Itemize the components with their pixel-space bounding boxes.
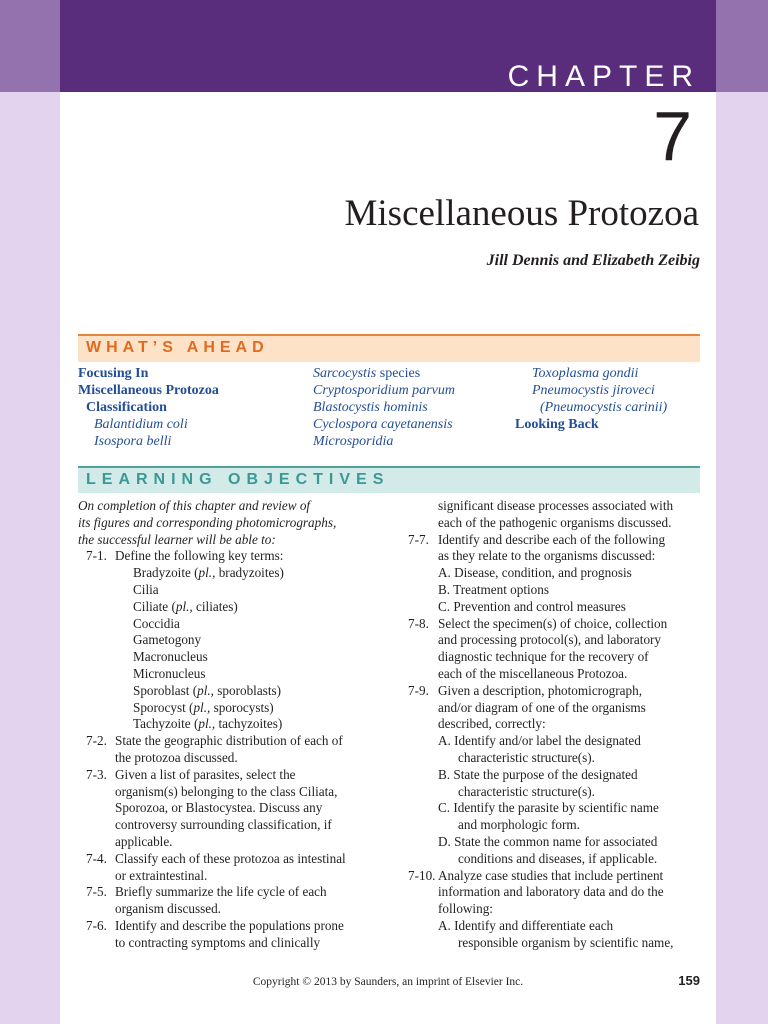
plural-abbrev: pl., bbox=[198, 565, 216, 581]
objectives-left-column bbox=[78, 498, 378, 952]
objective-text: C. Identify the parasite by scientific name bbox=[438, 800, 659, 816]
toc-item[interactable]: Classification bbox=[86, 400, 167, 415]
chapter-title: Miscellaneous Protozoa bbox=[344, 193, 699, 234]
objective-number: 7-10. bbox=[408, 867, 436, 883]
key-term: Coccidia bbox=[133, 615, 180, 631]
objective-number: 7-6. bbox=[86, 917, 107, 933]
objective-text: as they relate to the organisms discussed: bbox=[438, 548, 656, 564]
objective-text: each of the pathogenic organisms discussed. bbox=[438, 514, 672, 530]
objective-text: the protozoa discussed. bbox=[115, 749, 238, 765]
chapter-number: 7 bbox=[653, 97, 692, 175]
objective-text: Classify each of these protozoa as intestinal bbox=[115, 850, 346, 866]
objective-text: each of the miscellaneous Protozoa. bbox=[438, 665, 628, 681]
objective-line bbox=[78, 784, 378, 801]
objectives-intro-line: the successful learner will be able to: bbox=[78, 531, 276, 547]
toc-item[interactable]: (Pneumocystis carinii) bbox=[540, 400, 668, 415]
objective-line bbox=[390, 784, 710, 801]
whats-ahead-col-1 bbox=[78, 365, 219, 450]
objective-line bbox=[78, 582, 378, 599]
objective-text: conditions and diseases, if applicable. bbox=[458, 850, 658, 866]
objective-text: Sporozoa, or Blastocystea. Discuss any bbox=[115, 800, 323, 816]
key-term: Sporocyst ( bbox=[133, 699, 194, 715]
objective-line bbox=[390, 800, 710, 817]
objective-text: and morphologic form. bbox=[458, 817, 580, 833]
left-margin-tab bbox=[0, 0, 60, 92]
toc-item[interactable]: Blastocystis hominis bbox=[313, 400, 428, 415]
objective-text: Select the specimen(s) of choice, collection bbox=[438, 615, 668, 631]
objective-line bbox=[390, 649, 710, 666]
objective-text: and processing protocol(s), and laboratory bbox=[438, 632, 662, 648]
objective-number: 7-2. bbox=[86, 733, 107, 749]
toc-item[interactable]: Focusing In bbox=[78, 366, 149, 381]
objective-line bbox=[390, 582, 710, 599]
objective-text: A. Identify and differentiate each bbox=[438, 917, 614, 933]
objective-text: described, correctly: bbox=[438, 716, 546, 732]
learning-objectives-heading: LEARNING OBJECTIVES bbox=[86, 471, 390, 488]
toc-item[interactable]: Looking Back bbox=[515, 417, 599, 432]
objective-text: Identify and describe each of the following bbox=[438, 531, 666, 547]
objective-line bbox=[390, 817, 710, 834]
key-term: Gametogony bbox=[133, 632, 202, 648]
objective-line bbox=[390, 767, 710, 784]
learning-objectives-bar bbox=[78, 468, 700, 493]
objective-text: C. Prevention and control measures bbox=[438, 598, 626, 614]
objective-number: 7-9. bbox=[408, 682, 429, 698]
objective-line bbox=[390, 548, 710, 565]
objective-line bbox=[390, 935, 710, 952]
key-term: Macronucleus bbox=[133, 649, 208, 665]
objective-line bbox=[390, 918, 710, 935]
objective-line bbox=[78, 935, 378, 952]
copyright-notice: Copyright © 2013 by Saunders, an imprint of Elsevier Inc. bbox=[252, 976, 524, 988]
objective-line bbox=[390, 750, 710, 767]
chapter-authors: Jill Dennis and Elizabeth Zeibig bbox=[486, 252, 700, 269]
objective-line bbox=[78, 683, 378, 700]
objective-line bbox=[78, 901, 378, 918]
objective-line bbox=[78, 548, 378, 565]
whats-ahead-heading: WHAT’S AHEAD bbox=[86, 339, 269, 356]
key-term: Ciliate ( bbox=[133, 598, 176, 614]
plural-form: sporoblasts) bbox=[213, 682, 282, 698]
chapter-label: CHAPTER bbox=[507, 60, 700, 93]
objective-line bbox=[390, 565, 710, 582]
plural-form: ciliates) bbox=[192, 598, 238, 614]
toc-item[interactable]: Sarcocystis species bbox=[313, 366, 421, 381]
objective-text: Define the following key terms: bbox=[115, 548, 284, 564]
objective-line bbox=[390, 666, 710, 683]
objectives-intro-line: its figures and corresponding photomicrographs, bbox=[78, 514, 337, 530]
objective-line bbox=[390, 733, 710, 750]
key-term: Micronucleus bbox=[133, 665, 206, 681]
objective-number: 7-7. bbox=[408, 531, 429, 547]
objective-text: information and laboratory data and do the bbox=[438, 884, 664, 900]
objective-line bbox=[390, 884, 710, 901]
objective-line bbox=[78, 666, 378, 683]
objective-text: characteristic structure(s). bbox=[458, 783, 595, 799]
objective-number: 7-8. bbox=[408, 615, 429, 631]
objective-text: organism discussed. bbox=[115, 901, 221, 917]
right-margin-tab bbox=[716, 0, 768, 92]
objective-line bbox=[78, 599, 378, 616]
objective-text: significant disease processes associated with bbox=[438, 498, 674, 513]
plural-abbrev: pl., bbox=[197, 682, 214, 698]
plural-form: bradyzoites) bbox=[215, 565, 284, 581]
objective-line bbox=[78, 750, 378, 767]
objective-text: B. Treatment options bbox=[438, 581, 550, 597]
toc-item[interactable]: Miscellaneous Protozoa bbox=[78, 383, 219, 398]
objective-text: controversy surrounding classification, if bbox=[115, 817, 332, 833]
objective-line bbox=[78, 918, 378, 935]
objective-text: or extraintestinal. bbox=[115, 867, 208, 883]
toc-item[interactable]: Cryptosporidium parvum bbox=[313, 383, 455, 398]
objectives-intro-line: On completion of this chapter and review of bbox=[78, 498, 311, 513]
key-term: Sporoblast ( bbox=[133, 682, 198, 698]
plural-abbrev: pl., bbox=[198, 716, 216, 732]
objective-line bbox=[390, 515, 710, 532]
objective-text: D. State the common name for associated bbox=[438, 833, 658, 849]
objective-line bbox=[390, 683, 710, 700]
objective-line bbox=[390, 616, 710, 633]
objective-line bbox=[390, 632, 710, 649]
objective-line bbox=[78, 868, 378, 885]
plural-abbrev: pl., bbox=[175, 598, 193, 614]
plural-abbrev: pl., bbox=[193, 699, 211, 715]
objective-number: 7-3. bbox=[86, 766, 107, 782]
key-term: Cilia bbox=[133, 581, 159, 597]
objective-text: and/or diagram of one of the organisms bbox=[438, 699, 646, 715]
objective-line bbox=[78, 800, 378, 817]
objective-text: Given a list of parasites, select the bbox=[115, 766, 296, 782]
plural-form: tachyzoites) bbox=[215, 716, 283, 732]
toc-item[interactable]: Cyclospora cayetanensis bbox=[313, 417, 453, 432]
objective-text: B. State the purpose of the designated bbox=[438, 766, 638, 782]
objective-text: A. Identify and/or label the designated bbox=[438, 733, 641, 749]
objective-text: diagnostic technique for the recovery of bbox=[438, 649, 649, 665]
objective-text: State the geographic distribution of each of bbox=[115, 733, 343, 749]
toc-item[interactable]: Pneumocystis jiroveci bbox=[532, 383, 655, 398]
objective-number: 7-4. bbox=[86, 850, 107, 866]
toc-item[interactable]: Isospora belli bbox=[94, 434, 172, 449]
toc-item[interactable]: Microsporidia bbox=[313, 434, 394, 449]
book-page bbox=[60, 0, 716, 1024]
objective-line bbox=[390, 868, 710, 885]
plural-form: sporocysts) bbox=[210, 699, 274, 715]
key-term: Tachyzoite ( bbox=[133, 716, 199, 732]
objective-text: following: bbox=[438, 901, 493, 917]
objective-text: to contracting symptoms and clinically bbox=[115, 934, 321, 950]
objective-text: applicable. bbox=[115, 833, 173, 849]
objective-line bbox=[78, 851, 378, 868]
objective-line bbox=[78, 649, 378, 666]
toc-item[interactable]: Toxoplasma gondii bbox=[532, 366, 639, 381]
objective-text: Given a description, photomicrograph, bbox=[438, 682, 642, 698]
objectives-right-column bbox=[390, 498, 710, 952]
objective-line bbox=[78, 616, 378, 633]
objective-line bbox=[78, 700, 378, 717]
objective-text: A. Disease, condition, and prognosis bbox=[438, 565, 632, 581]
objective-number: 7-1. bbox=[86, 548, 107, 564]
objective-number: 7-5. bbox=[86, 884, 107, 900]
objective-line bbox=[78, 632, 378, 649]
objective-line bbox=[78, 716, 378, 733]
objective-line bbox=[390, 532, 710, 549]
objective-line bbox=[78, 565, 378, 582]
objective-text: responsible organism by scientific name, bbox=[458, 934, 674, 950]
key-term: Bradyzoite ( bbox=[133, 565, 199, 581]
whats-ahead-bar bbox=[78, 336, 700, 362]
objective-text: organism(s) belonging to the class Ciliata, bbox=[115, 783, 338, 799]
objective-line bbox=[78, 767, 378, 784]
toc-item[interactable]: Balantidium coli bbox=[94, 417, 188, 432]
objective-line bbox=[390, 599, 710, 616]
whats-ahead-col-3 bbox=[515, 365, 667, 433]
page-number: 159 bbox=[678, 973, 700, 988]
objective-line bbox=[78, 733, 378, 750]
objective-line bbox=[78, 834, 378, 851]
objective-line bbox=[390, 716, 710, 733]
objective-line bbox=[78, 884, 378, 901]
objective-text: Briefly summarize the life cycle of each bbox=[115, 884, 327, 900]
whats-ahead-col-2 bbox=[313, 365, 455, 450]
objective-line bbox=[78, 817, 378, 834]
objective-line bbox=[390, 834, 710, 851]
objective-text: Identify and describe the populations prone bbox=[115, 917, 344, 933]
objective-line bbox=[390, 700, 710, 717]
objective-line bbox=[390, 901, 710, 918]
objective-line bbox=[390, 851, 710, 868]
objective-text: Analyze case studies that include pertinent bbox=[438, 867, 664, 883]
objective-text: characteristic structure(s). bbox=[458, 749, 595, 765]
objective-line bbox=[390, 498, 710, 515]
